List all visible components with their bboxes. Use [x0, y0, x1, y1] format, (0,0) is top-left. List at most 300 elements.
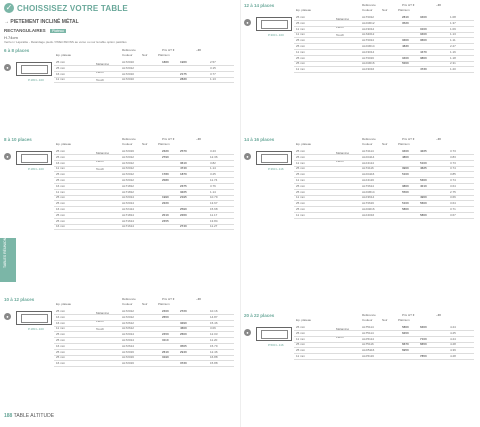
table-cell: 11.74	[210, 178, 218, 182]
table-cell: ALT2414	[122, 207, 134, 211]
col-price: Prix HT €	[162, 297, 175, 301]
table-cell: 16 mm	[56, 183, 66, 188]
section-marker-icon: ●	[4, 153, 11, 160]
table-cell: 11 mm	[296, 26, 305, 31]
page-header	[4, 3, 128, 13]
table-cell: ALT1812	[122, 183, 134, 188]
table-cell: 25 mm	[296, 149, 306, 153]
table-cell: ALT3614	[362, 183, 374, 188]
table-cell: 11.20	[210, 338, 218, 342]
table-cell: 1.08	[450, 15, 456, 19]
table-cell: ALF3614	[362, 195, 375, 200]
table-cell: 3.85	[450, 172, 456, 177]
table-cell: 2.57	[210, 60, 216, 64]
finish-group-label: Fênor	[336, 335, 344, 339]
table-cell: 2220	[162, 201, 169, 206]
table-cell: ALT1814	[122, 212, 134, 217]
table-cell: 16 mm	[56, 314, 66, 319]
table-cell: 1.13	[210, 77, 216, 82]
table-cell: 2260	[180, 212, 187, 217]
table-cell: 3.74	[450, 178, 456, 182]
table-cell: ALT2612	[122, 326, 134, 331]
subcol-label: Ep. plateau	[56, 53, 72, 57]
table-cell: 15.68	[210, 207, 218, 211]
table-cell: 11 mm	[296, 212, 305, 217]
table-cell: 25 mm	[296, 330, 306, 335]
subcol-label: Ep. plateau	[56, 142, 72, 146]
finish-group-label: Mélaminé	[96, 311, 110, 315]
table-cell: 1.14	[210, 166, 216, 171]
dimension-label: P.180 L.100	[28, 78, 44, 82]
table-cell: ALF4016	[362, 212, 375, 217]
table-cell: ALF4114	[362, 160, 374, 165]
table-cell: ALT2014	[122, 338, 134, 342]
table-cell: 4.28	[450, 342, 456, 347]
finish-group-label: Fênor	[336, 25, 344, 29]
table-cell: 25 mm	[296, 201, 306, 206]
table-cell: 2600	[180, 332, 187, 337]
row-rule	[294, 359, 474, 360]
table-cell: 2570	[180, 149, 187, 153]
subcol-label: Noir	[142, 302, 148, 306]
table-cell: 25 mm	[56, 212, 66, 217]
table-cell: ALS3012	[362, 32, 375, 37]
col-price: Prix HT €	[402, 313, 415, 317]
table-cell: ALT5114	[362, 330, 374, 335]
check-circle-icon: ✓	[5, 3, 13, 12]
col-price: Prix HT €	[402, 3, 415, 7]
table-cell: 1860	[162, 60, 169, 64]
table-cell: 16 mm	[56, 320, 66, 325]
table-cell: 2830	[180, 77, 187, 82]
table-cell: 3505	[180, 343, 187, 348]
finish-group-label: Fênor	[96, 70, 104, 74]
table-cell: ALD3012	[362, 20, 375, 25]
table-cell: 25 mm	[296, 154, 306, 159]
subcol-label: Ep. plateau	[296, 8, 312, 12]
table-cell: 4625	[420, 166, 427, 171]
table-cell: 25 mm	[296, 166, 306, 171]
table-cell: 5300	[420, 178, 427, 182]
table-cell: 11 mm	[56, 189, 65, 194]
table-cell: ALT2016	[122, 361, 134, 366]
table-cell: 3900	[402, 166, 409, 171]
table-cell: 25 mm	[296, 172, 306, 177]
table-cell: 4.24	[450, 336, 456, 341]
col-reference: Référence	[122, 297, 136, 301]
table-cell: 2080	[162, 178, 169, 182]
table-cell: 3110	[162, 338, 169, 342]
table-cell: 15.88	[210, 361, 218, 366]
table-cell: 3.06	[210, 326, 216, 331]
table-cell: ALT2614	[122, 343, 134, 348]
table-cell: 2375	[180, 183, 187, 188]
table-cell: ALT2016	[122, 149, 134, 153]
subcol-label: Platinum	[398, 318, 410, 322]
table-cell: 1.11	[450, 38, 456, 43]
table-cell: 14.87	[210, 314, 218, 319]
rect-label-line	[4, 28, 66, 33]
table-cell: 12.36	[210, 154, 218, 159]
subcol-label: Platinum	[158, 302, 170, 306]
table-cell: 2790	[162, 154, 169, 159]
table-cell: ALD3614	[362, 189, 375, 194]
table-cell: 16.88	[210, 355, 218, 360]
subcol-label: Couleur	[122, 302, 133, 306]
table-cell: 6950	[402, 348, 409, 353]
table-section	[244, 313, 476, 358]
table-cell: 3800	[420, 55, 427, 60]
table-cell: 2650	[162, 314, 169, 319]
subcol-label: Noir	[142, 142, 148, 146]
table-cell: 2.75	[450, 189, 456, 194]
table-cell: 5800	[420, 212, 427, 217]
table-cell: 5100	[420, 160, 427, 165]
section-title: 12 à 14 places	[244, 3, 275, 8]
table-section	[244, 3, 476, 72]
table-cell: 4900	[420, 195, 427, 200]
section-title: 10 à 12 places	[4, 297, 35, 302]
table-cell: 16 mm	[56, 207, 66, 211]
table-cell: 3730	[180, 361, 187, 366]
table-cell: 4.28	[450, 354, 456, 358]
dimension-label: P.300 L.100	[268, 33, 284, 37]
table-cell: ALT2014	[122, 332, 134, 337]
table-cell: 25 mm	[56, 349, 66, 354]
section-marker-icon: ●	[244, 153, 251, 160]
table-cell: 3520	[402, 20, 409, 25]
subcol-label: Platinum	[398, 142, 410, 146]
table-cell: 3.64	[450, 201, 456, 206]
table-cell: 3610	[180, 160, 187, 165]
column-separator	[240, 0, 241, 427]
table-cell: 1870	[180, 172, 187, 177]
table-cell: 3290	[180, 320, 187, 325]
subcol-label: Couleur	[122, 53, 133, 57]
section-title: 8 à 10 places	[4, 137, 32, 142]
table-cell: 25 mm	[296, 38, 306, 43]
table-cell: 3100	[420, 26, 427, 31]
table-cell: 25 mm	[56, 218, 66, 223]
table-cell: 1.16	[450, 49, 456, 54]
table-cell: 13.67	[210, 201, 218, 206]
table-cell: 16 mm	[56, 160, 66, 165]
table-cell: 4730	[420, 67, 427, 72]
table-cell: 4830	[402, 44, 409, 48]
table-cell: 25 mm	[296, 55, 306, 60]
height-label: H.74cm	[4, 35, 18, 40]
table-cell: 6670	[402, 342, 409, 347]
table-cell: ALF3014	[362, 49, 375, 54]
subcol-label: Platinum	[158, 53, 170, 57]
col-reference: Référence	[362, 137, 376, 141]
footer	[4, 413, 54, 419]
table-cell: 1960	[180, 60, 187, 64]
col-price: Prix HT €	[162, 48, 175, 52]
table-cell: 4800	[402, 154, 409, 159]
col-reference: Référence	[122, 137, 136, 141]
subcol-label: Ep. plateau	[56, 302, 72, 306]
table-cell: 3.15	[210, 65, 216, 70]
col-price: Prix HT €	[162, 137, 175, 141]
table-cell: 2175	[180, 71, 187, 76]
finish-group-label: Touch	[96, 327, 105, 331]
col-eco: ~€€	[196, 297, 202, 301]
table-cell: 4225	[420, 149, 427, 153]
table-cell: ALT2012	[122, 172, 134, 177]
row-rule	[54, 366, 234, 367]
table-cell: 13.84	[210, 218, 218, 223]
table-cell: 25 mm	[56, 332, 66, 337]
table-cell: 25 mm	[56, 154, 66, 159]
table-cell: 11 mm	[296, 336, 305, 341]
table-cell: 4010	[420, 183, 427, 188]
table-cell: ALT4116	[362, 166, 374, 171]
table-cell: ALT2012	[122, 314, 134, 319]
table-cell: ALT3616	[362, 201, 374, 206]
table-cell: 2455	[162, 218, 169, 223]
table-cell: 2.31	[450, 61, 456, 66]
table-cell: 11 mm	[296, 32, 305, 37]
row-rule	[294, 72, 474, 73]
subcol-label: Noir	[382, 8, 388, 12]
table-cell: 4740	[180, 166, 187, 171]
table-cell: 12.03	[210, 332, 218, 337]
table-cell: 2450	[162, 332, 169, 337]
table-cell: 3400	[402, 149, 409, 153]
table-cell: ALT5116	[362, 342, 374, 347]
table-cell: ALT2014	[122, 195, 134, 200]
table-cell: 11 mm	[296, 178, 305, 182]
table-cell: ALT2016	[122, 355, 134, 360]
table-cell: 3.73	[450, 149, 456, 153]
table-cell: 5500	[402, 189, 409, 194]
footer-label: TABLE ALTITUDE	[13, 413, 55, 419]
table-cell: 16 mm	[56, 343, 66, 348]
page-number: 188	[4, 413, 13, 419]
dimension-label: P.500 L.116	[268, 343, 284, 347]
table-cell: 2610	[162, 349, 169, 354]
table-cell: 25 mm	[296, 44, 306, 48]
table-cell: ALD4016	[362, 207, 375, 211]
table-cell: 16 mm	[56, 361, 66, 366]
table-cell: 2400	[162, 309, 169, 313]
table-cell: ALT2012	[122, 166, 134, 171]
row-rule	[54, 229, 234, 230]
table-section	[244, 137, 476, 217]
finish-group-label: Mélaminé	[336, 151, 350, 155]
table-cell: ALT2014	[122, 201, 134, 206]
subcol-label: Ep. plateau	[296, 142, 312, 146]
table-cell: 25 mm	[56, 195, 66, 200]
col-eco: ~€€	[436, 3, 442, 7]
table-cell: 2740	[180, 224, 187, 229]
table-cell: 1990	[162, 195, 169, 200]
table-cell: 25 mm	[56, 178, 66, 182]
finish-group-label: Mélaminé	[96, 62, 110, 66]
subcol-label: Couleur	[362, 142, 373, 146]
table-cell: ALT1614	[122, 218, 134, 223]
table-cell: 3190	[162, 355, 169, 360]
table-cell: 6650	[420, 342, 427, 347]
table-cell: 11 mm	[56, 166, 65, 171]
table-cell: 3.74	[450, 166, 456, 171]
table-cell: ALT2012	[122, 160, 134, 165]
table-cell: ALT2012	[122, 178, 134, 182]
table-cell: 1.09	[450, 26, 456, 31]
table-cell: 25 mm	[296, 348, 306, 353]
finish-group-label: Fênor	[336, 159, 344, 163]
table-cell: 2195	[180, 195, 187, 200]
row-rule	[294, 218, 474, 219]
table-cell: 11 mm	[56, 326, 65, 331]
table-cell: ALF4116	[362, 178, 374, 182]
table-cell: 3.64	[450, 183, 456, 188]
table-cell: 3400	[420, 15, 427, 19]
table-cell: 2940	[180, 349, 187, 354]
table-cell: 1.20	[450, 67, 456, 72]
table-cell: 25 mm	[296, 15, 306, 19]
subcol-label: Noir	[382, 142, 388, 146]
section-title: 6 à 8 places	[4, 48, 30, 53]
table-cell: 25 mm	[296, 325, 306, 329]
table-cell: 3600	[420, 38, 427, 43]
table-cell: ALD3014	[362, 44, 375, 48]
table-cell: 25 mm	[296, 342, 306, 347]
table-cell: 16 mm	[56, 71, 66, 76]
table-cell: 2810	[402, 15, 409, 19]
finish-group-label: Mélaminé	[336, 17, 350, 21]
table-cell: 5800	[402, 207, 409, 211]
table-cell: 12.46	[210, 349, 218, 354]
table-cell: ALT5114	[362, 325, 374, 329]
table-cell: ALT2012	[122, 65, 134, 70]
section-title: 14 à 16 places	[244, 137, 275, 142]
table-cell: 10.79	[210, 195, 218, 200]
table-cell: 5100	[402, 201, 409, 206]
table-cell: 15.46	[210, 320, 218, 325]
table-cell: 11.27	[210, 224, 218, 229]
subcol-label: Noir	[142, 53, 148, 57]
table-cell: 5100	[402, 172, 409, 177]
table-cell: ALT2012	[122, 309, 134, 313]
table-cell: 5800	[402, 325, 409, 329]
table-cell: ALT3012	[362, 15, 374, 19]
table-cell: 2.27	[450, 44, 456, 48]
finish-group-label: Mélaminé	[336, 327, 350, 331]
table-cell: 3.73	[450, 160, 456, 165]
table-cell: ALT2010	[122, 71, 134, 76]
subtitle: → PIETEMENT INCLINÉ MÉTAL	[4, 19, 79, 25]
dimension-label: P.360 L.116	[268, 167, 284, 171]
col-eco: ~€€	[196, 137, 202, 141]
subcol-label: Couleur	[362, 8, 373, 12]
table-cell: 3.66	[450, 195, 456, 200]
table-cell: ALF5116	[362, 354, 374, 358]
table-cell: 25 mm	[296, 183, 306, 188]
table-cell: 6200	[402, 330, 409, 335]
table-cell: 11 mm	[296, 49, 305, 54]
table-cell: 25 mm	[56, 172, 66, 177]
table-cell: ALT2016	[122, 349, 134, 354]
table-cell: 25 mm	[56, 60, 66, 64]
side-tab-label: TABLES RÉUNION	[3, 237, 7, 268]
table-cell: 11 mm	[296, 67, 305, 72]
table-cell: 3.25	[210, 172, 216, 177]
table-cell: 11 mm	[56, 77, 65, 82]
finish-group-label: Mélaminé	[96, 151, 110, 155]
table-cell: 7850	[420, 354, 427, 358]
table-cell: 25 mm	[296, 20, 306, 25]
side-tab	[0, 238, 16, 282]
table-cell: 7100	[420, 336, 427, 341]
table-cell: 2320	[162, 149, 169, 153]
table-cell: ALT1614	[122, 224, 134, 229]
col-price: Prix HT €	[402, 137, 415, 141]
section-marker-icon: ●	[244, 19, 251, 26]
subcol-label: Ep. plateau	[296, 318, 312, 322]
col-eco: ~€€	[196, 48, 202, 52]
col-reference: Référence	[362, 313, 376, 317]
table-cell: 3400	[402, 55, 409, 60]
col-reference: Référence	[122, 48, 136, 52]
col-reference: Référence	[362, 3, 376, 7]
dimension-label: P.180 L.100	[28, 167, 44, 171]
table-cell: ALT2010	[122, 60, 134, 64]
table-cell: 11 mm	[296, 195, 305, 200]
table-cell: ALT1812	[122, 189, 134, 194]
subcol-label: Couleur	[122, 142, 133, 146]
subcol-label: Platinum	[398, 8, 410, 12]
table-cell: 25 mm	[56, 65, 66, 70]
table-cell: 3.82	[210, 160, 216, 165]
table-cell: 6300	[420, 325, 427, 329]
table-cell: 10.16	[210, 309, 218, 313]
header-note: Verrien / Lajuralite - Retardage pieds / PRECISIONS au verso ou sur la table option pastilles	[4, 40, 127, 44]
finish-group-label: Fênor	[96, 159, 104, 163]
table-cell: 25 mm	[296, 207, 306, 211]
table-cell: 25 mm	[56, 201, 66, 206]
table-cell: 1.37	[450, 20, 456, 25]
table-cell: 3300	[402, 38, 409, 43]
table-cell: 11.17	[210, 212, 218, 217]
table-cell: 3.23	[210, 149, 216, 153]
table-cell: 3.83	[450, 154, 456, 159]
table-cell: 11 mm	[296, 354, 305, 358]
table-cell: ALD4116	[362, 172, 375, 177]
subcol-label: Platinum	[158, 142, 170, 146]
table-cell: 4600	[180, 326, 187, 331]
section-marker-icon: ●	[244, 329, 251, 336]
table-cell: ALF3016	[362, 67, 375, 72]
table-cell: 1.14	[210, 189, 216, 194]
table-cell: 2590	[180, 207, 187, 211]
table-cell: 2010	[162, 212, 169, 217]
table-cell: 3800	[402, 183, 409, 188]
table-section	[4, 137, 236, 229]
table-cell: 25 mm	[296, 61, 306, 66]
finish-group-label: Touch	[96, 167, 105, 171]
finish-group-label: Fênor	[96, 319, 104, 323]
table-cell: ALD4114	[362, 154, 375, 159]
page-title: CHOISSISEZ VOTRE TABLE	[17, 3, 128, 13]
section-marker-icon: ●	[4, 64, 11, 71]
table-cell: ALD5116	[362, 348, 375, 353]
table-cell: ALT2012	[122, 154, 134, 159]
table-cell: 25 mm	[56, 149, 66, 153]
table-cell: 5000	[402, 61, 409, 66]
table-cell: 16 mm	[56, 224, 66, 229]
